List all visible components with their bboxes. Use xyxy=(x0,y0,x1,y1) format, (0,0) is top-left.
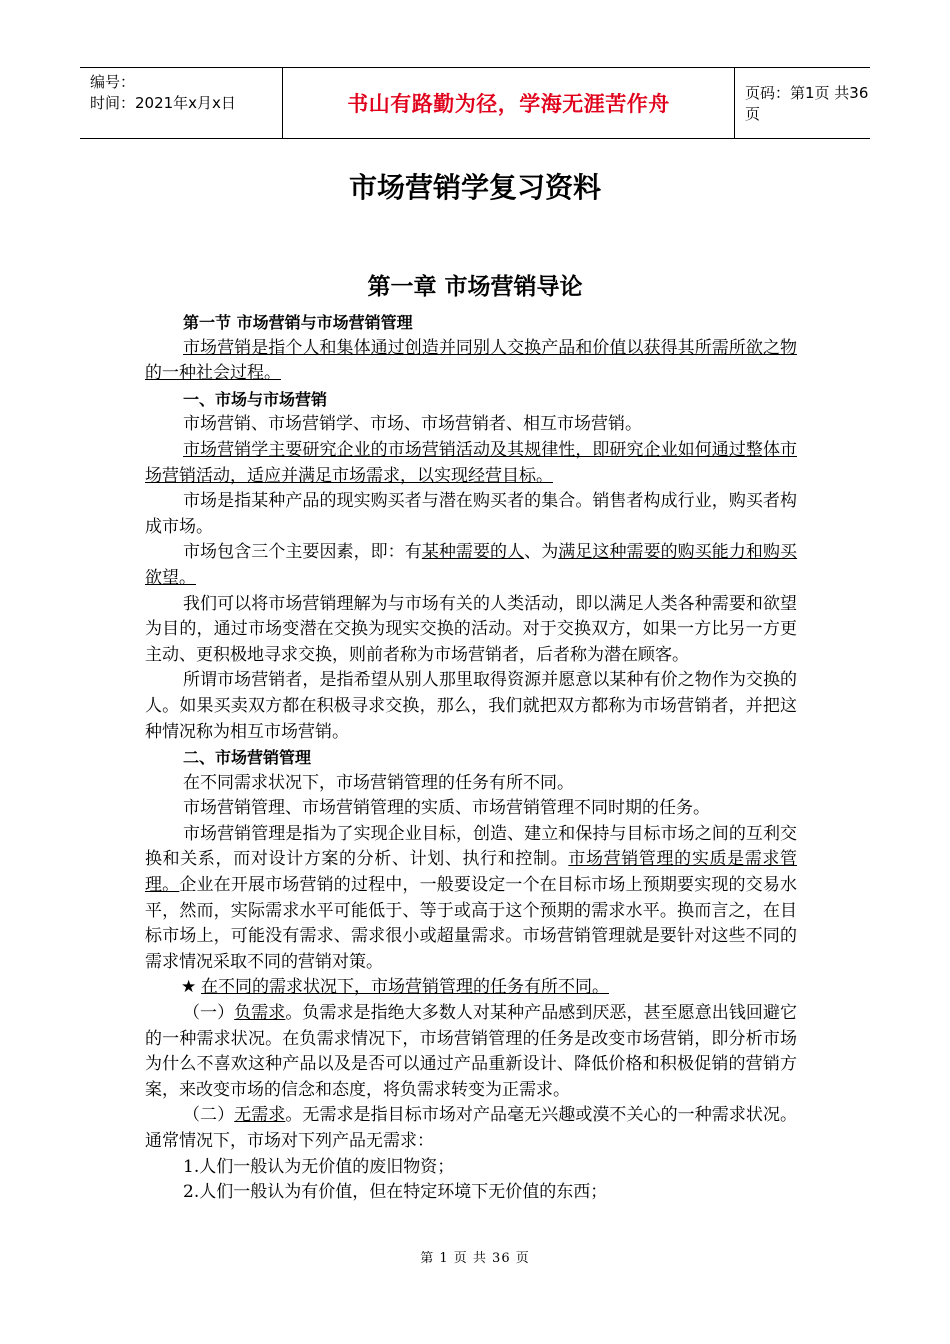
subheading: 一、市场与市场营销 xyxy=(183,389,328,409)
header-meta xyxy=(80,68,282,138)
underlined-text: 在不同的需求状况下，市场营销管理的任务有所不同。 xyxy=(201,977,609,998)
paragraph: 市场营销、市场营销学、市场、市场营销者、相互市场营销。 xyxy=(183,414,642,435)
underlined-text: 某种需要的人 xyxy=(421,542,525,563)
underlined-text: 市场营销是指个人和集体通过创造并同别人交换产品和价值以获得其所需所欲之物的一种社会过程。 xyxy=(145,337,797,384)
underlined-text: 满足这种需要的购买能力和购买欲望。 xyxy=(145,542,798,588)
underlined-text: 研究企业的市场营销活动及其规律性，即研究企业如何通过整体市场营销活动，适应并满足市场需求，以实现经营目标。 xyxy=(145,439,798,486)
paragraph xyxy=(145,336,797,387)
text-span: 、为 xyxy=(524,542,559,563)
paragraph xyxy=(145,1001,797,1103)
paragraph xyxy=(145,438,797,489)
star-icon: ★ xyxy=(181,977,197,998)
underlined-text: 市场营销管理的实质是需求管理。 xyxy=(145,849,798,896)
text-span: 。无需求是指目标市场对产品毫无兴趣或漠不关心的一种需求状况。通常情况下，市场对下列产品无需求： xyxy=(145,1105,797,1151)
list-item: 1.人们一般认为无价值的废旧物资； xyxy=(183,1156,455,1177)
paragraph: 所谓市场营销者，是指希望从别人那里取得资源并愿意以某种有价之物作为交换的人。如果买卖双方都在积极寻求交换，那么，我们就把双方都称为市场营销者，并把这种情况称为相互市场营销。 xyxy=(145,670,797,742)
header-motto: 书山有路勤为径，学海无涯苦作舟 xyxy=(347,92,670,116)
paragraph: 我们可以将市场营销理解为与市场有关的人类活动，即以满足人类各种需要和欲望为目的，通过市场变潜在交换为现实交换的活动。对于交换双方，如果一方比另一方更主动、更积极地寻求交换，则前者称为市场营销者，后者称为潜在顾客。 xyxy=(145,593,797,665)
number-label: 编号： xyxy=(90,73,136,91)
paragraph xyxy=(145,822,797,976)
paragraph: 在不同需求状况下，市场营销管理的任务有所不同。 xyxy=(183,772,574,793)
text-span: （一） xyxy=(183,1003,235,1024)
text-span: （二） xyxy=(183,1105,235,1126)
paragraph xyxy=(145,540,797,591)
chapter-title: 第一章 市场营销导论 xyxy=(367,274,583,300)
body-content xyxy=(145,310,797,1206)
time-label: 时间：2021年x月x日 xyxy=(90,94,236,112)
text-span: 。负需求是指绝大多数人对某种产品感到厌恶，甚至愿意出钱回避它的一种需求状况。在负需求情况下，市场营销管理的任务是改变市场营销，即分析市场为什么不喜欢这种产品以及是否可以通过产品重新设计、降低价格和积极促销的营销方案，来改变市场的信念和态度，将负需求转变为正需求。 xyxy=(145,1003,797,1100)
paragraph: 市场营销管理、市场营销管理的实质、市场营销管理不同时期的任务。 xyxy=(183,798,710,819)
text-span: 市场包含三个主要因素，即：有 xyxy=(183,542,422,563)
key-point xyxy=(145,975,797,1001)
header-motto-cell xyxy=(282,68,735,138)
subheading: 二、市场营销管理 xyxy=(183,748,312,768)
header-page-info: 页码：第1页 共36页 xyxy=(745,84,869,123)
section-heading: 第一节 市场营销与市场营销管理 xyxy=(183,313,413,332)
list-item: 2.人们一般认为有价值，但在特定环境下无价值的东西； xyxy=(183,1182,608,1203)
page-header xyxy=(80,67,870,139)
text-span: 市场营销管理是指为了实现企业目标，创造、建立和保持与目标市场之间的互利交换和关系，而对设计方案的分析、计划、执行和控制。 xyxy=(145,823,797,870)
paragraph: 市场是指某种产品的现实购买者与潜在购买者的集合。销售者构成行业，购买者构成市场。 xyxy=(145,491,797,537)
underlined-text: 无需求 xyxy=(234,1105,286,1126)
underlined-text: 市场营销学主要 xyxy=(183,439,303,460)
underlined-text: 负需求 xyxy=(234,1003,286,1024)
page-footer: 第 1 页 共 36 页 xyxy=(420,1251,530,1266)
document-title: 市场营销学复习资料 xyxy=(348,171,601,204)
paragraph xyxy=(145,1103,797,1154)
text-span: 企业在开展市场营销的过程中，一般要设定一个在目标市场上预期要实现的交易水平，然而，实际需求水平可能低于、等于或高于这个预期的需求水平。换而言之，在目标市场上，可能没有需求、需求很小或超量需求。市场营销管理就是要针对这些不同的需求情况采取不同的营销对策。 xyxy=(145,875,798,972)
